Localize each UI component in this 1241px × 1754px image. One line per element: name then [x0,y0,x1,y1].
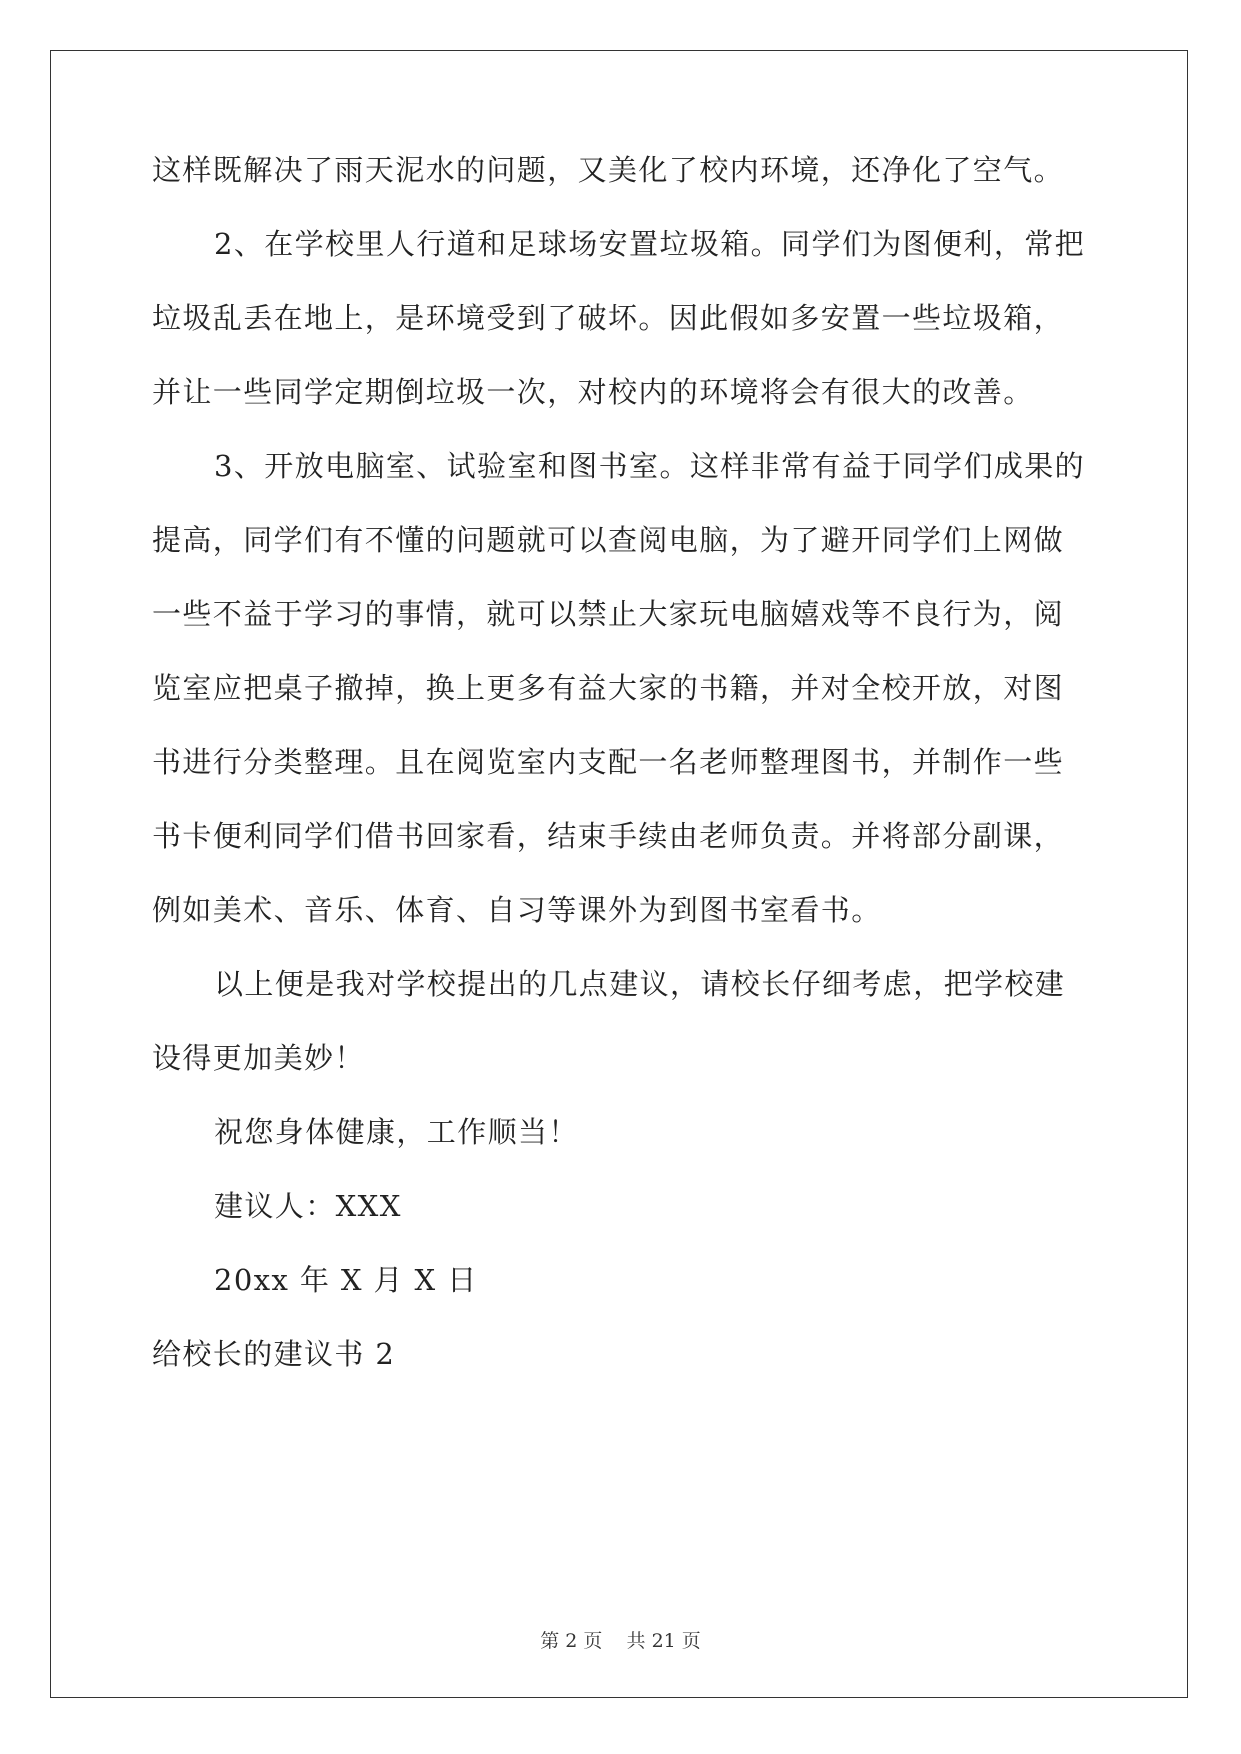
paragraph-line: 并让一些同学定期倒垃圾一次，对校内的环境将会有很大的改善。 [152,375,1034,409]
paragraph-line: 书卡便利同学们借书回家看，结束手续由老师负责。并将部分副课， [152,819,1065,853]
paragraph-line: 一些不益于学习的事情，就可以禁止大家玩电脑嬉戏等不良行为，阅 [152,597,1065,631]
paragraph-line: 2、在学校里人行道和足球场安置垃圾箱。同学们为图便利，常把 [214,227,1086,261]
paragraph-line: 垃圾乱丢在地上，是环境受到了破坏。因此假如多安置一些垃圾箱， [152,301,1065,335]
section-title: 给校长的建议书 2 [152,1337,396,1371]
date-line: 20xx 年 X 月 X 日 [214,1263,478,1297]
paragraph-line: 览室应把桌子撤掉，换上更多有益大家的书籍，并对全校开放，对图 [152,671,1065,705]
closing-greeting: 祝您身体健康，工作顺当！ [214,1115,579,1149]
signature-line: 建议人：XXX [214,1189,402,1223]
paragraph-line: 这样既解决了雨天泥水的问题，又美化了校内环境，还净化了空气。 [152,153,1065,187]
page-footer [0,1626,1241,1653]
paragraph-line: 设得更加美妙！ [152,1041,365,1075]
paragraph-line: 书进行分类整理。且在阅览室内支配一名老师整理图书，并制作一些 [152,745,1065,779]
page-number: 第 2 页 共 21 页 [540,1630,701,1652]
paragraph-line: 提高，同学们有不懂的问题就可以查阅电脑，为了避开同学们上网做 [152,523,1065,557]
paragraph-line: 以上便是我对学校提出的几点建议，请校长仔细考虑，把学校建 [214,967,1066,1001]
paragraph-line: 3、开放电脑室、试验室和图书室。这样非常有益于同学们成果的 [214,449,1086,483]
paragraph-line: 例如美术、音乐、体育、自习等课外为到图书室看书。 [152,893,882,927]
